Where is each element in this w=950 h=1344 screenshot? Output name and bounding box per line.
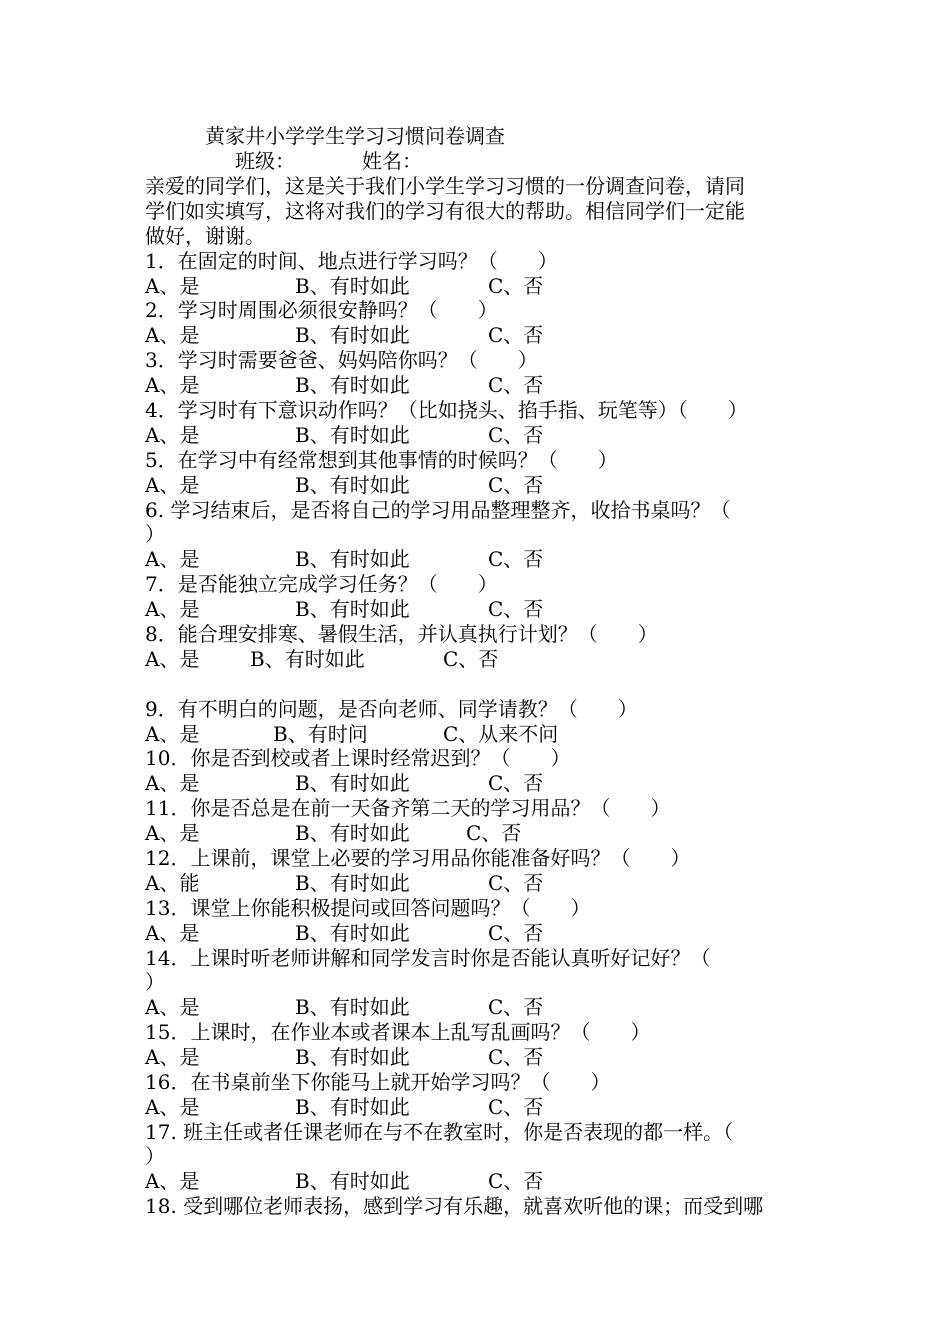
answer-option: B、有时如此: [295, 373, 410, 397]
answer-option: A、是: [145, 771, 200, 795]
answer-option: A、是: [145, 547, 200, 571]
question-text: 14．上课时听老师讲解和同学发言时你是否能认真听好记好？（: [145, 946, 711, 970]
answer-option: A、是: [145, 373, 200, 397]
answer-option: C、否: [488, 1045, 544, 1069]
answer-option: C、否: [488, 771, 544, 795]
answer-option: B、有时如此: [295, 1045, 410, 1069]
answer-option: A、是: [145, 323, 200, 347]
answer-option: B、有时如此: [295, 597, 410, 621]
question-text: 4．学习时有下意识动作吗？（比如挠头、掐手指、玩笔等）（ ）: [145, 398, 748, 422]
answer-option: B、有时如此: [295, 921, 410, 945]
answer-option: C、否: [488, 1095, 544, 1119]
answer-option: B、有时如此: [295, 423, 410, 447]
question-text: 12．上课前，课堂上必要的学习用品你能准备好吗？（ ）: [145, 846, 691, 870]
answer-option: A、是: [145, 995, 200, 1019]
class-label: 班级：: [235, 149, 295, 173]
answer-option: C、否: [488, 597, 544, 621]
question-text: 10．你是否到校或者上课时经常迟到？（ ）: [145, 746, 571, 770]
answer-option: B、有时如此: [295, 821, 410, 845]
answer-option: A、能: [145, 871, 200, 895]
answer-option: C、否: [443, 647, 499, 671]
answer-option: B、有时如此: [295, 871, 410, 895]
answer-option: B、有时如此: [295, 995, 410, 1019]
answer-option: C、从来不问: [443, 722, 559, 746]
answer-option: A、是: [145, 1095, 200, 1119]
document-title: 黄家井小学学生学习习惯问卷调查: [205, 124, 505, 148]
question-text: 16．在书桌前坐下你能马上就开始学习吗？（ ）: [145, 1070, 611, 1094]
question-text: 6. 学习结束后，是否将自己的学习用品整理整齐，收拾书桌吗？（: [145, 498, 731, 522]
answer-option: B、有时如此: [295, 323, 410, 347]
question-text: 8．能合理安排寒、暑假生活，并认真执行计划？（ ）: [145, 622, 658, 646]
question-text: ）: [145, 522, 165, 546]
intro-line: 学们如实填写，这将对我们的学习有很大的帮助。相信同学们一定能: [145, 199, 745, 223]
answer-option: B、有时如此: [250, 647, 365, 671]
answer-option: A、是: [145, 473, 200, 497]
answer-option: C、否: [488, 871, 544, 895]
question-text: ）: [145, 970, 165, 994]
answer-option: C、否: [488, 547, 544, 571]
answer-option: C、否: [488, 995, 544, 1019]
answer-option: A、是: [145, 1045, 200, 1069]
question-text: 9．有不明白的问题，是否向老师、同学请教？（ ）: [145, 697, 638, 721]
question-text: 18. 受到哪位老师表扬，感到学习有乐趣，就喜欢听他的课；而受到哪: [145, 1194, 764, 1218]
answer-option: B、有时如此: [295, 1095, 410, 1119]
answer-option: A、是: [145, 597, 200, 621]
answer-option: A、是: [145, 921, 200, 945]
answer-option: A、是: [145, 423, 200, 447]
question-text: 3．学习时需要爸爸、妈妈陪你吗？（ ）: [145, 348, 538, 372]
answer-option: B、有时如此: [295, 473, 410, 497]
answer-option: B、有时如此: [295, 1169, 410, 1193]
answer-option: B、有时如此: [295, 274, 410, 298]
answer-option: A、是: [145, 274, 200, 298]
question-text: 5．在学习中有经常想到其他事情的时候吗？（ ）: [145, 448, 618, 472]
answer-option: C、否: [488, 1169, 544, 1193]
answer-option: A、是: [145, 821, 200, 845]
answer-option: C、否: [488, 921, 544, 945]
answer-option: C、否: [488, 473, 544, 497]
name-label: 姓名：: [362, 149, 422, 173]
answer-option: C、否: [488, 373, 544, 397]
question-text: 17. 班主任或者任课老师在与不在教室时，你是否表现的都一样。（: [145, 1120, 734, 1144]
answer-option: A、是: [145, 1169, 200, 1193]
question-text: 2．学习时周围必须很安静吗？（ ）: [145, 298, 498, 322]
question-text: 1．在固定的时间、地点进行学习吗？（ ）: [145, 249, 558, 273]
answer-option: B、有时如此: [295, 547, 410, 571]
answer-option: B、有时如此: [295, 771, 410, 795]
answer-option: A、是: [145, 722, 200, 746]
intro-line: 亲爱的同学们，这是关于我们小学生学习习惯的一份调查问卷，请同: [145, 174, 745, 198]
intro-line: 做好，谢谢。: [145, 224, 265, 248]
answer-option: B、有时问: [273, 722, 368, 746]
answer-option: A、是: [145, 647, 200, 671]
answer-option: C、否: [488, 323, 544, 347]
question-text: ）: [145, 1144, 165, 1168]
question-text: 15．上课时，在作业本或者课本上乱写乱画吗？（ ）: [145, 1020, 651, 1044]
question-text: 7．是否能独立完成学习任务？（ ）: [145, 572, 498, 596]
question-text: 13．课堂上你能积极提问或回答问题吗？（ ）: [145, 896, 591, 920]
answer-option: C、否: [488, 423, 544, 447]
question-text: 11．你是否总是在前一天备齐第二天的学习用品？（ ）: [145, 796, 671, 820]
answer-option: C、否: [466, 821, 522, 845]
answer-option: C、否: [488, 274, 544, 298]
